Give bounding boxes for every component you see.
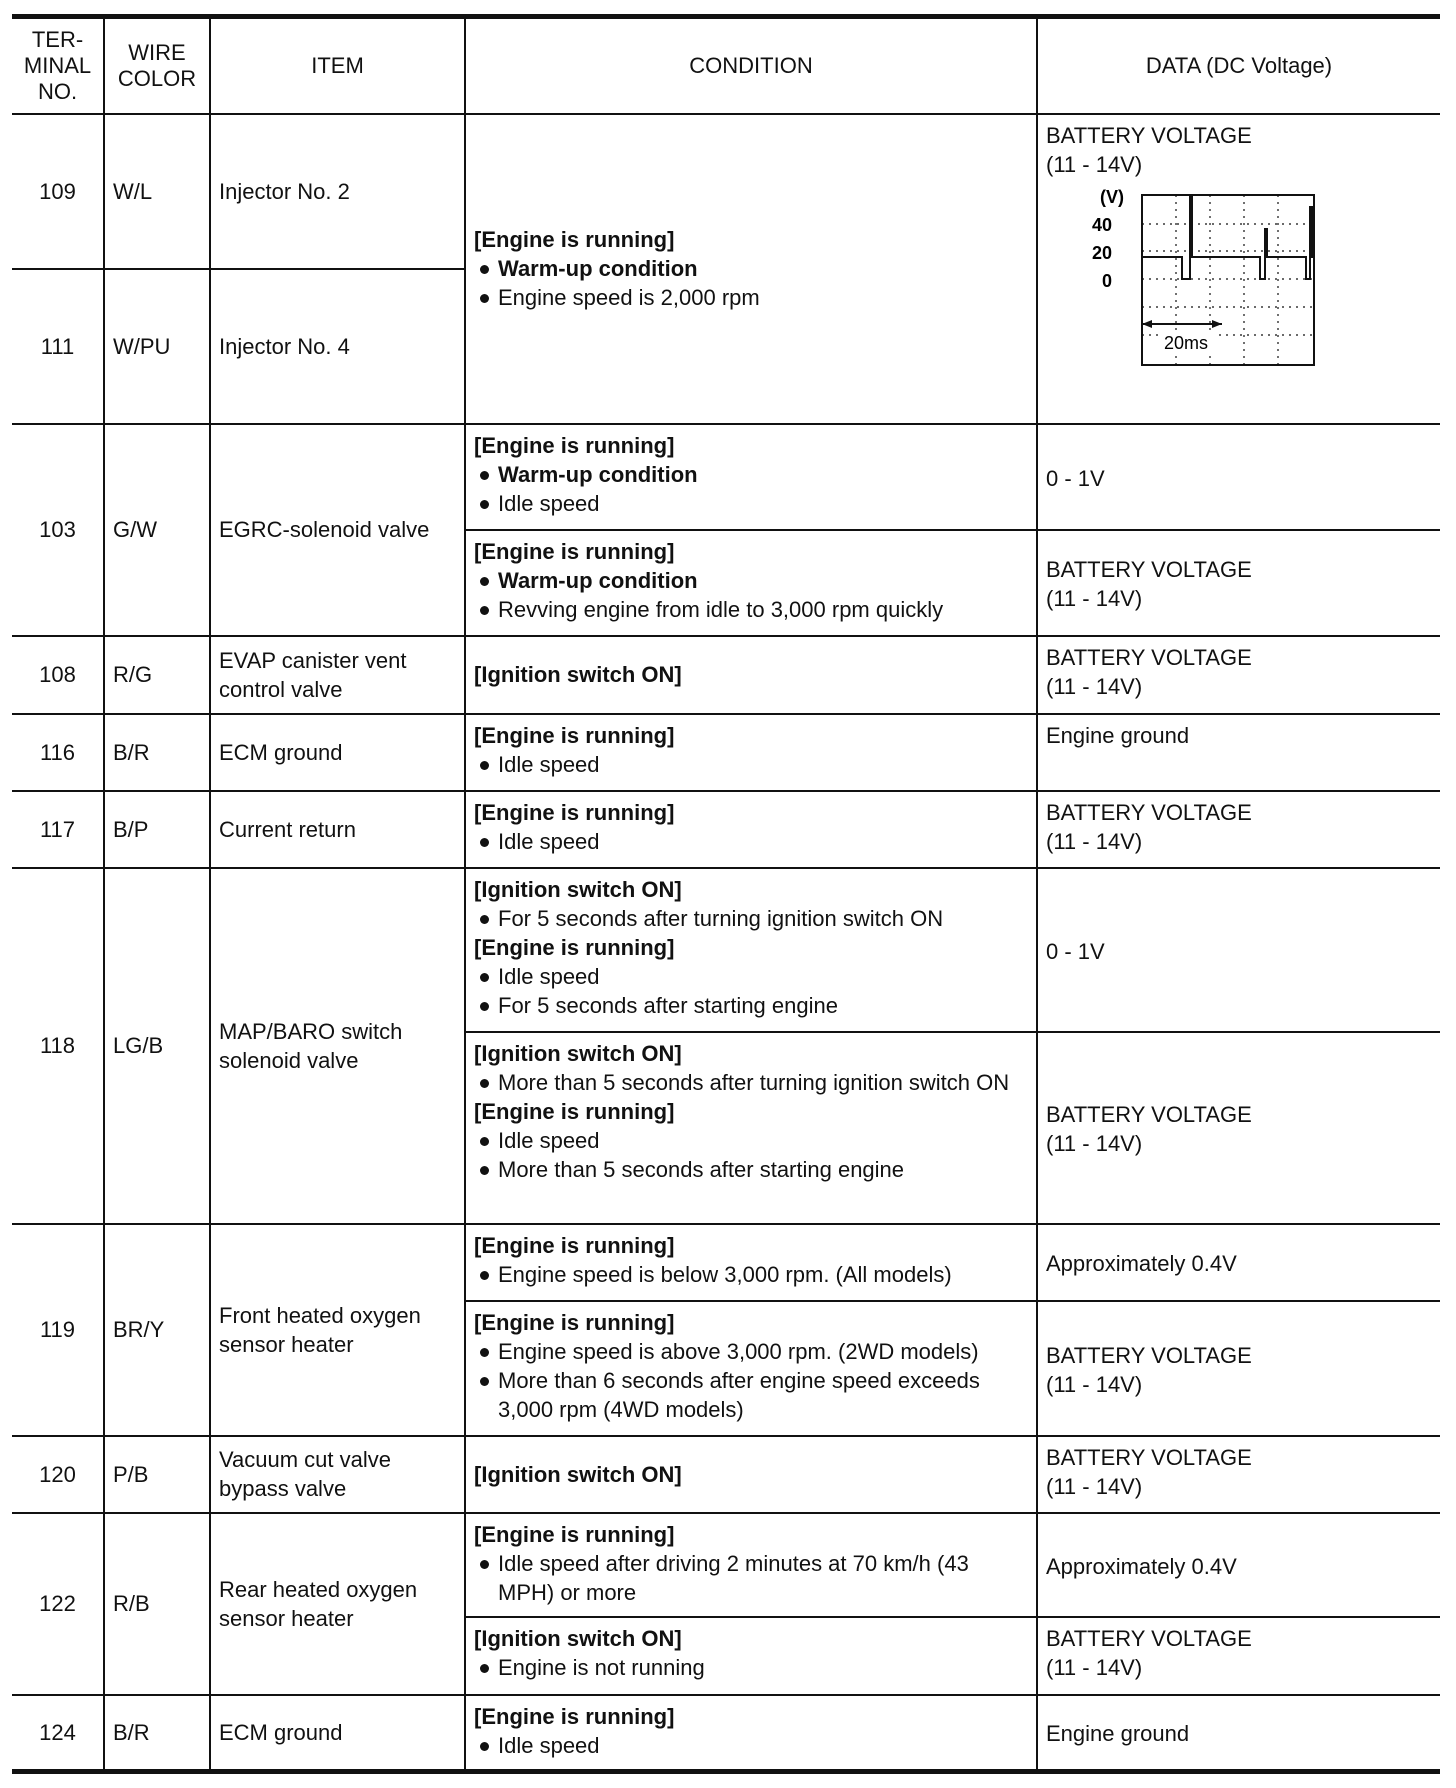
time-scale-label: 20ms (1163, 332, 1209, 353)
data-value: 0 - 1V (1046, 465, 1105, 491)
data-value: BATTERY VOLTAGE (1046, 1625, 1252, 1651)
header-wire-color: WIRE COLOR (104, 17, 210, 114)
terminal-no: 109 (12, 114, 104, 269)
condition-list (474, 1653, 1028, 1682)
wire-color: W/PU (104, 269, 210, 424)
condition-list (474, 1260, 1028, 1289)
wire-color: P/B (104, 1436, 210, 1513)
condition-bullet: Idle speed (474, 489, 1028, 518)
condition-cell (465, 530, 1037, 636)
table-row-118 (12, 868, 1440, 1032)
arrow-head-right (1212, 320, 1222, 328)
terminal-no: 118 (12, 868, 104, 1224)
condition-cell (465, 1032, 1037, 1224)
terminal-no: 117 (12, 791, 104, 868)
data-cell (1037, 1224, 1440, 1301)
item-name: MAP/BARO switch solenoid valve (210, 868, 465, 1224)
terminal-no: 103 (12, 424, 104, 636)
condition-bullet: Engine speed is 2,000 rpm (474, 283, 1028, 312)
condition-bullet: Warm-up condition (474, 254, 1028, 283)
condition-header: [Engine is running] (474, 1232, 675, 1258)
data-value: BATTERY VOLTAGE (1046, 799, 1252, 825)
condition-list (474, 750, 1028, 779)
data-cell (1037, 868, 1440, 1032)
data-value: BATTERY VOLTAGE (1046, 122, 1252, 148)
wire-color: B/R (104, 1695, 210, 1772)
graph-tick-label: 40 (1091, 214, 1112, 235)
item-name: ECM ground (210, 1695, 465, 1772)
condition-list (474, 1337, 1028, 1424)
table-row-124 (12, 1695, 1440, 1772)
condition-cell (465, 791, 1037, 868)
data-cell (1037, 1301, 1440, 1436)
condition-bullet: Warm-up condition (474, 460, 1028, 489)
condition-bullet: For 5 seconds after starting engine (474, 991, 1028, 1020)
arrow-head-left (1142, 320, 1152, 328)
condition-bullet: Idle speed (474, 1731, 1028, 1760)
item-name: Current return (210, 791, 465, 868)
terminal-no: 124 (12, 1695, 104, 1772)
data-value: BATTERY VOLTAGE (1046, 557, 1252, 582)
terminal-no: 119 (12, 1224, 104, 1436)
data-cell (1037, 1617, 1440, 1695)
condition-list (474, 460, 1028, 518)
data-value: Engine ground (1037, 1695, 1440, 1772)
condition-bullet: Warm-up condition (474, 566, 1028, 595)
terminal-no: 122 (12, 1513, 104, 1695)
condition-header: [Engine is running] (474, 934, 675, 960)
condition-header: [Engine is running] (474, 799, 675, 825)
table-row-103 (12, 424, 1440, 530)
header-data: DATA (DC Voltage) (1037, 17, 1440, 114)
item-name: Rear heated oxygen sensor heater (210, 1513, 465, 1695)
condition-list (474, 1126, 1028, 1184)
graph-tick-label: 0 (1101, 270, 1112, 291)
condition-cell (465, 714, 1037, 791)
header-item: ITEM (210, 17, 465, 114)
data-value-range: (11 - 14V) (1046, 151, 1143, 177)
terminal-no: 108 (12, 636, 104, 714)
header-terminal-no: TER- MINAL NO. (12, 17, 104, 114)
table-row-117 (12, 791, 1440, 868)
item-name: Injector No. 4 (210, 269, 465, 424)
terminal-data-table-sheet (12, 14, 1440, 1774)
ecm-terminal-table (12, 14, 1440, 1774)
data-value: 0 - 1V (1046, 938, 1105, 964)
condition-bullet: Idle speed (474, 1126, 1028, 1155)
condition-list (474, 1549, 1028, 1607)
condition-cell (465, 1224, 1037, 1301)
condition-cell (465, 114, 1037, 424)
wire-color: W/L (104, 114, 210, 269)
item-name: EVAP canister vent control valve (210, 636, 465, 714)
item-name: Front heated oxygen sensor heater (210, 1224, 465, 1436)
data-cell (1037, 1032, 1440, 1224)
condition-bullet: Revving engine from idle to 3,000 rpm quickly (474, 595, 1028, 624)
item-name: Vacuum cut valve bypass valve (210, 1436, 465, 1513)
condition-cell (465, 1617, 1037, 1695)
wire-color: B/R (104, 714, 210, 791)
condition-header: [Ignition switch ON] (474, 1625, 682, 1651)
data-value: Engine ground (1037, 714, 1440, 791)
table-header-row (12, 17, 1440, 114)
wire-color: LG/B (104, 868, 210, 1224)
data-cell (1037, 424, 1440, 530)
condition-list (474, 254, 1028, 312)
table-row-116 (12, 714, 1440, 791)
condition-header: [Engine is running] (474, 1309, 675, 1335)
graph-unit-label: (V) (1100, 188, 1124, 207)
data-value-range: (11 - 14V) (1046, 1654, 1143, 1680)
data-cell (1037, 114, 1440, 424)
terminal-no: 111 (12, 269, 104, 424)
item-name: EGRC-solenoid valve (210, 424, 465, 636)
condition-bullet: More than 6 seconds after engine speed exceeds 3,000 rpm (4WD models) (474, 1366, 1028, 1424)
wire-color: B/P (104, 791, 210, 868)
data-value-range: (11 - 14V) (1046, 1473, 1143, 1499)
condition-header: [Engine is running] (474, 1703, 675, 1729)
wire-color: R/B (104, 1513, 210, 1695)
data-value-range: (11 - 14V) (1046, 828, 1143, 854)
item-name: ECM ground (210, 714, 465, 791)
condition-cell (465, 1695, 1037, 1772)
condition-bullet: More than 5 seconds after turning ignition switch ON (474, 1068, 1028, 1097)
data-value-range: (11 - 14V) (1046, 586, 1143, 611)
data-cell (1037, 791, 1440, 868)
condition-bullet: Engine speed is above 3,000 rpm. (2WD models) (474, 1337, 1028, 1366)
table-row-108 (12, 636, 1440, 714)
condition-header: [Ignition switch ON] (474, 1040, 682, 1066)
item-name: Injector No. 2 (210, 114, 465, 269)
data-value-range: (11 - 14V) (1046, 673, 1143, 699)
condition-bullet: Engine is not running (474, 1653, 1028, 1682)
data-cell (1037, 1436, 1440, 1513)
wire-color: R/G (104, 636, 210, 714)
condition-cell (465, 1301, 1037, 1436)
condition-bullet: Idle speed (474, 750, 1028, 779)
graph-tick-label: 20 (1091, 242, 1112, 263)
condition-list (474, 1068, 1028, 1097)
condition-bullet: Idle speed after driving 2 minutes at 70 km/h (43 MPH) or more (474, 1549, 1028, 1607)
condition-header: [Ignition switch ON] (474, 876, 682, 902)
condition-header: [Ignition switch ON] (465, 1436, 1037, 1513)
condition-cell (465, 1513, 1037, 1617)
table-row-120 (12, 1436, 1440, 1513)
condition-header: [Engine is running] (474, 1098, 675, 1124)
wire-color: BR/Y (104, 1224, 210, 1436)
condition-list (474, 962, 1028, 1020)
condition-bullet: For 5 seconds after turning ignition switch ON (474, 904, 1028, 933)
data-value: Approximately 0.4V (1046, 1251, 1237, 1276)
table-row-119 (12, 1224, 1440, 1301)
condition-cell (465, 424, 1037, 530)
terminal-no: 120 (12, 1436, 104, 1513)
table-row-122 (12, 1513, 1440, 1617)
data-value: BATTERY VOLTAGE (1046, 1444, 1252, 1470)
condition-header: [Engine is running] (474, 227, 675, 252)
data-value-range: (11 - 14V) (1046, 1131, 1143, 1156)
oscilloscope-waveform (1072, 189, 1432, 369)
condition-header: [Engine is running] (474, 432, 675, 458)
wire-color: G/W (104, 424, 210, 636)
data-cell (1037, 1513, 1440, 1617)
data-value: Approximately 0.4V (1046, 1553, 1237, 1579)
data-value: BATTERY VOLTAGE (1046, 1102, 1252, 1127)
condition-cell (465, 868, 1037, 1032)
data-value-range: (11 - 14V) (1046, 1371, 1143, 1397)
data-cell (1037, 530, 1440, 636)
data-value: BATTERY VOLTAGE (1046, 1342, 1252, 1368)
data-value: BATTERY VOLTAGE (1046, 644, 1252, 670)
condition-header: [Ignition switch ON] (465, 636, 1037, 714)
table-row-109 (12, 114, 1440, 269)
terminal-no: 116 (12, 714, 104, 791)
condition-list (474, 1731, 1028, 1760)
condition-bullet: More than 5 seconds after starting engine (474, 1155, 1028, 1184)
header-condition: CONDITION (465, 17, 1037, 114)
condition-bullet: Idle speed (474, 962, 1028, 991)
condition-header: [Engine is running] (474, 722, 675, 748)
condition-header: [Engine is running] (474, 1521, 675, 1547)
injector-pulse-trace (1142, 197, 1314, 279)
condition-bullet: Engine speed is below 3,000 rpm. (All models) (474, 1260, 1028, 1289)
condition-list (474, 566, 1028, 624)
condition-list (474, 827, 1028, 856)
injector-waveform-graph (1072, 189, 1322, 369)
condition-list (474, 904, 1028, 933)
data-cell (1037, 636, 1440, 714)
condition-header: [Engine is running] (474, 538, 675, 564)
condition-bullet: Idle speed (474, 827, 1028, 856)
